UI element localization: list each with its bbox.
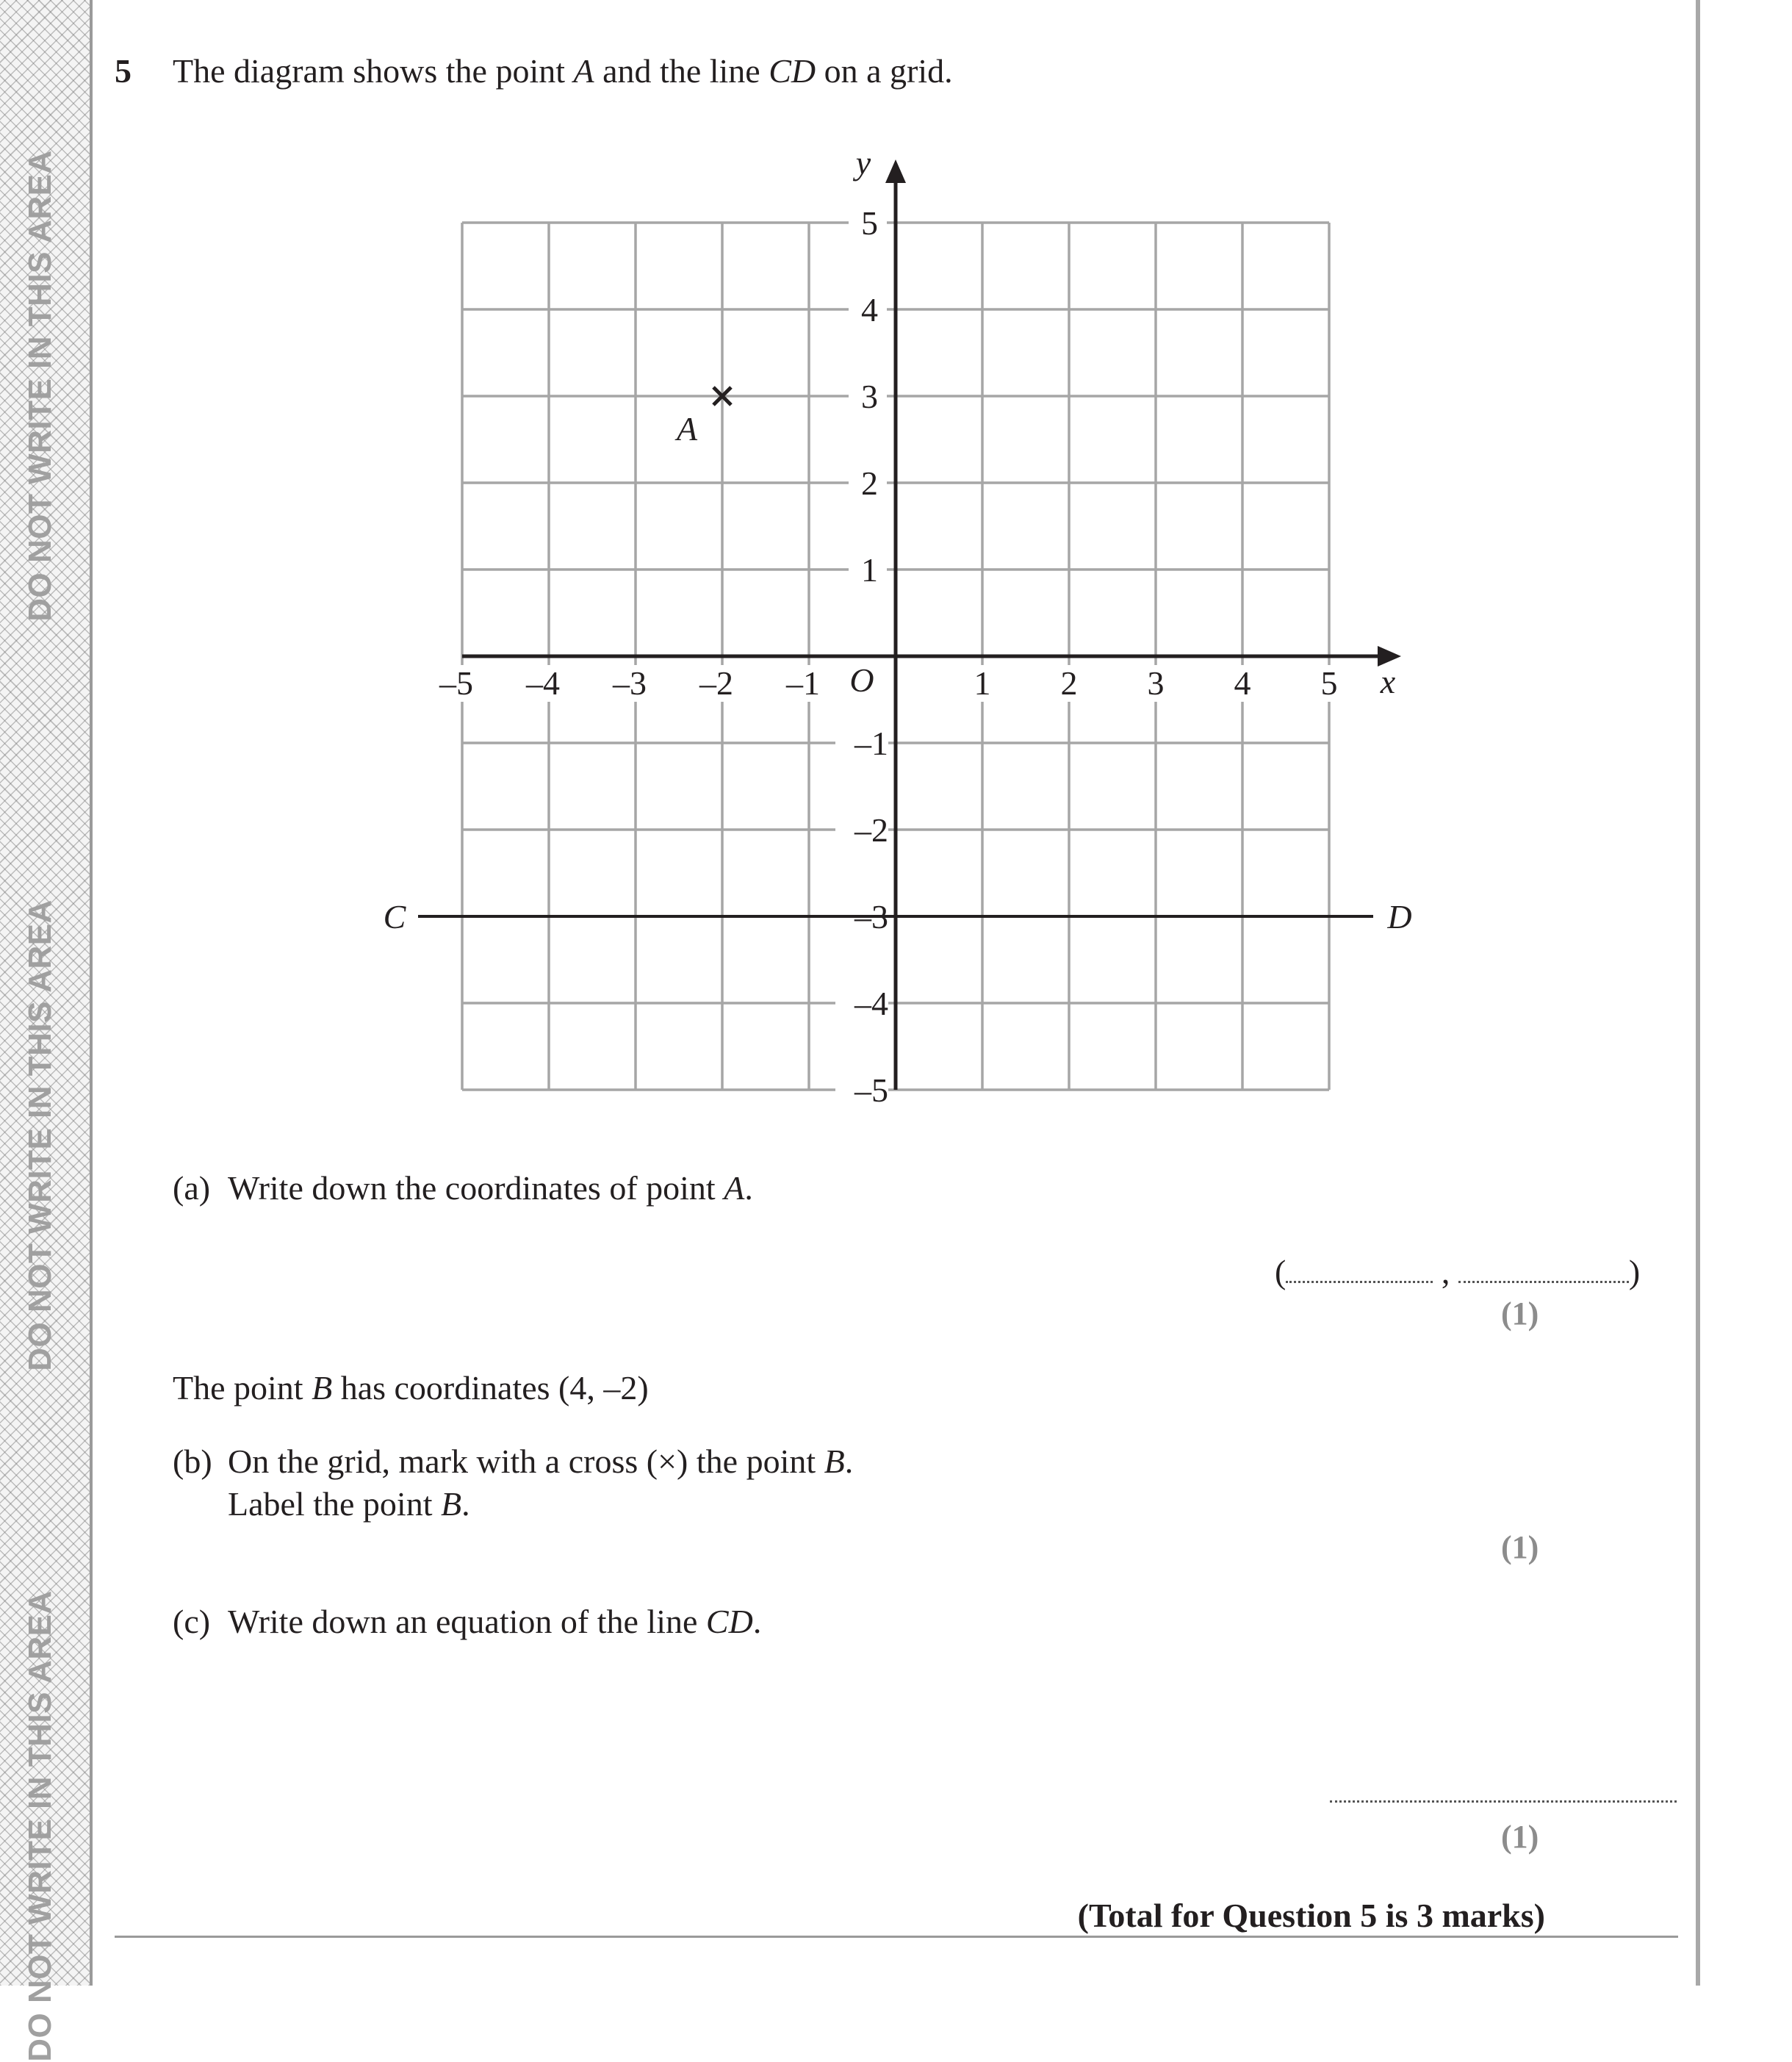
bottom-rule (115, 1936, 1678, 1938)
part-a-question: Write down the coordinates of point A. (228, 1169, 753, 1207)
x-tick-label: 4 (1234, 664, 1251, 702)
answer-y-dots[interactable] (1458, 1281, 1629, 1283)
point-a-label: A (676, 410, 698, 448)
y-tick-label: 3 (861, 378, 878, 415)
x-tick-label: –4 (526, 664, 560, 702)
x-tick-label: 5 (1320, 664, 1338, 702)
x-tick-label: –5 (439, 664, 473, 702)
margin-warning-1: DO NOT WRITE IN THIS AREA (22, 150, 58, 622)
x-axis-label: x (1380, 663, 1396, 700)
x-tick-label: 2 (1060, 664, 1078, 702)
y-tick-label: –3 (854, 898, 888, 935)
y-tick-label: 5 (861, 204, 878, 242)
axes (462, 144, 1401, 1090)
x-tick-label: –1 (786, 664, 820, 702)
x-tick-label: –3 (613, 664, 647, 702)
part-a-label: (a) (173, 1169, 211, 1207)
x-tick-label: 1 (974, 664, 991, 702)
question-intro: The diagram shows the point A and the line CD on a grid. (173, 52, 953, 90)
x-tick-label: 3 (1147, 664, 1165, 702)
part-b-label: (b) (173, 1443, 212, 1480)
part-a-marks: (1) (1501, 1296, 1539, 1332)
y-tick-label: –5 (854, 1071, 888, 1109)
diagram-features (384, 387, 1412, 935)
question-total: (Total for Question 5 is 3 marks) (1077, 1897, 1545, 1934)
part-b-instruction-2: Label the point B. (228, 1485, 470, 1523)
part-c-label: (c) (173, 1603, 211, 1640)
y-tick-label: –1 (854, 725, 888, 762)
origin-label: O (849, 661, 874, 699)
part-b-marks: (1) (1501, 1529, 1539, 1565)
part-c-marks: (1) (1501, 1819, 1539, 1855)
question-number: 5 (115, 52, 132, 90)
y-tick-label: 4 (861, 291, 878, 328)
y-tick-label: 1 (861, 551, 878, 589)
y-axis-label: y (855, 144, 871, 182)
part-c-answer-line[interactable] (1330, 1800, 1677, 1803)
x-tick-label: –2 (699, 664, 733, 702)
margin-warning-3: DO NOT WRITE IN THIS AREA (22, 1590, 58, 2062)
answer-x-dots[interactable] (1286, 1281, 1433, 1283)
point-b-statement: The point B has coordinates (4, –2) (173, 1369, 649, 1407)
line-cd-label-c: C (383, 898, 406, 935)
part-c-question: Write down an equation of the line CD. (228, 1603, 762, 1640)
y-tick-label: –4 (854, 985, 888, 1022)
part-b-instruction-1: On the grid, mark with a cross (×) the point B. (228, 1443, 854, 1480)
y-tick-label: 2 (861, 464, 878, 502)
y-axis-arrow (885, 159, 906, 183)
line-cd-label-d: D (1387, 898, 1412, 935)
margin-warning-2: DO NOT WRITE IN THIS AREA (22, 899, 58, 1371)
y-tick-label: –2 (854, 811, 888, 849)
part-a-answer-field[interactable]: ( , ) (1275, 1253, 1641, 1290)
